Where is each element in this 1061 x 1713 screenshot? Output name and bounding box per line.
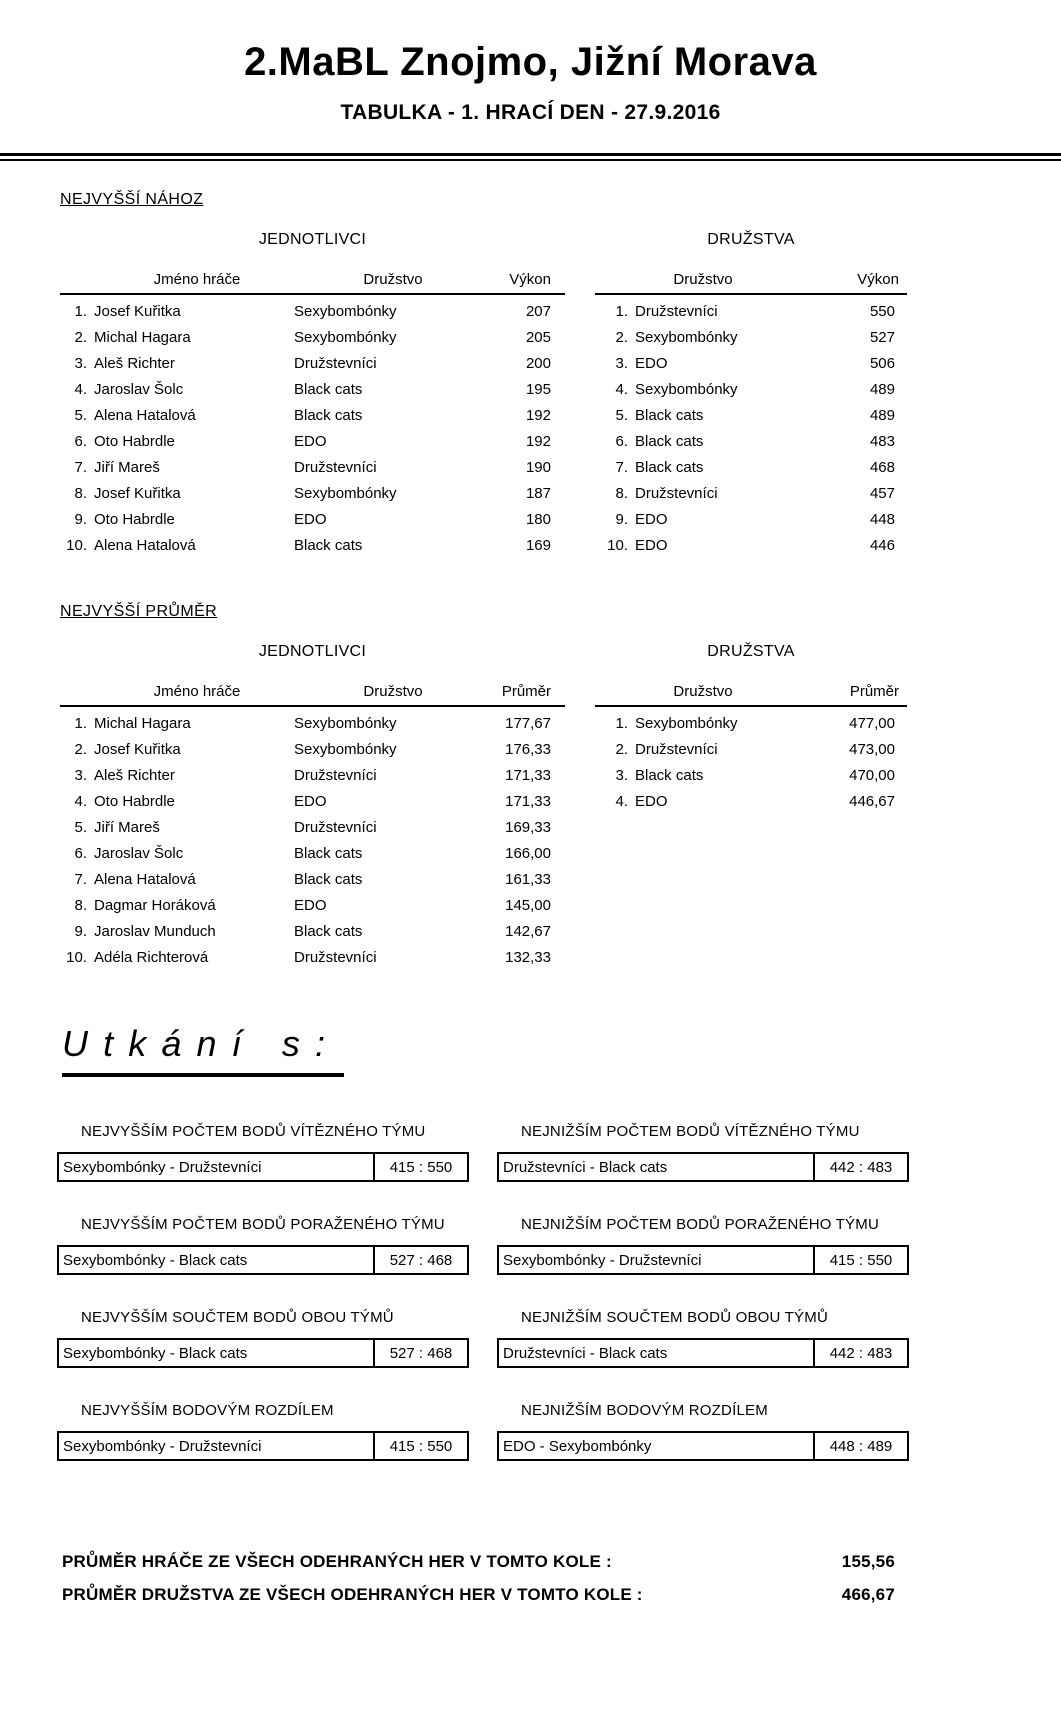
column-header-value: Výkon xyxy=(857,271,899,288)
column-header-value: Průměr xyxy=(849,683,899,700)
row-rank: 7. xyxy=(615,459,628,476)
row-rank: 8. xyxy=(615,485,628,502)
table-row xyxy=(60,507,565,533)
match-teams: Sexybombónky - Družstevníci xyxy=(63,1437,262,1455)
table-body xyxy=(60,707,565,971)
row-rank: 6. xyxy=(74,433,87,450)
table-title-individuals: JEDNOTLIVCI xyxy=(258,231,367,248)
row-player-name: Oto Habrdle xyxy=(94,433,175,450)
row-rank: 3. xyxy=(615,767,628,784)
row-value: 527 xyxy=(869,329,895,346)
row-value: 187 xyxy=(525,485,551,502)
table-row xyxy=(60,841,565,867)
row-player-name: Michal Hagara xyxy=(94,329,191,346)
table-row xyxy=(595,377,907,403)
row-rank: 1. xyxy=(615,715,628,732)
table-row xyxy=(595,789,907,815)
row-team: Sexybombónky xyxy=(294,485,397,502)
row-rank: 2. xyxy=(615,741,628,758)
row-value: 190 xyxy=(525,459,551,476)
row-value: 470,00 xyxy=(849,767,895,784)
table-row xyxy=(60,867,565,893)
row-player-name: Jaroslav Šolc xyxy=(94,381,184,398)
row-value: 446 xyxy=(869,537,895,554)
highest-game-individuals-table xyxy=(60,223,565,559)
row-player-name: Alena Hatalová xyxy=(94,407,196,424)
table-body xyxy=(595,707,907,815)
row-player-name: Aleš Richter xyxy=(94,767,175,784)
row-rank: 2. xyxy=(615,329,628,346)
summary-label: PRŮMĚR HRÁČE ZE VŠECH ODEHRANÝCH HER V TOMTO KOLE : xyxy=(62,1552,612,1571)
column-header-team: Družstvo xyxy=(673,683,733,700)
row-team: Sexybombónky xyxy=(635,715,738,732)
match-teams: Sexybombónky - Black cats xyxy=(63,1344,248,1362)
row-value: 483 xyxy=(869,433,895,450)
row-rank: 3. xyxy=(615,355,628,372)
match-score: 415 : 550 xyxy=(813,1247,907,1273)
row-value: 169 xyxy=(525,537,551,554)
row-player-name: Aleš Richter xyxy=(94,355,175,372)
row-value: 169,33 xyxy=(505,819,551,836)
table-row xyxy=(60,763,565,789)
row-value: 207 xyxy=(525,303,551,320)
matches-heading: Utkání s: xyxy=(62,1023,344,1077)
row-rank: 5. xyxy=(74,407,87,424)
match-highlight-box xyxy=(497,1245,909,1275)
row-team: EDO xyxy=(635,355,668,372)
row-rank: 5. xyxy=(615,407,628,424)
table-row xyxy=(595,507,907,533)
row-rank: 9. xyxy=(74,923,87,940)
row-player-name: Oto Habrdle xyxy=(94,511,175,528)
table-row xyxy=(60,711,565,737)
match-highlight-label: NEJNIŽŠÍM SOUČTEM BODŮ OBOU TÝMŮ xyxy=(521,1309,828,1326)
match-highlight-label: NEJVYŠŠÍM POČTEM BODŮ PORAŽENÉHO TÝMU xyxy=(81,1216,445,1233)
match-highlight-label: NEJNIŽŠÍM POČTEM BODŮ VÍTĚZNÉHO TÝMU xyxy=(521,1123,860,1140)
row-team: Black cats xyxy=(294,407,363,424)
row-player-name: Dagmar Horáková xyxy=(94,897,216,914)
row-value: 473,00 xyxy=(849,741,895,758)
match-score: 415 : 550 xyxy=(373,1154,467,1180)
match-score: 442 : 483 xyxy=(813,1340,907,1366)
row-value: 177,67 xyxy=(505,715,551,732)
section-matches xyxy=(60,971,1001,1461)
row-team: Sexybombónky xyxy=(294,303,397,320)
table-body xyxy=(60,295,565,559)
row-team: Black cats xyxy=(294,871,363,888)
row-player-name: Jaroslav Šolc xyxy=(94,845,184,862)
table-row xyxy=(595,403,907,429)
summary-value: 155,56 xyxy=(841,1552,895,1571)
row-rank: 8. xyxy=(74,897,87,914)
header-divider xyxy=(0,153,1061,161)
table-row xyxy=(60,299,565,325)
row-value: 161,33 xyxy=(505,871,551,888)
row-rank: 4. xyxy=(74,793,87,810)
row-rank: 9. xyxy=(74,511,87,528)
summary-label: PRŮMĚR DRUŽSTVA ZE VŠECH ODEHRANÝCH HER V TOMTO KOLE : xyxy=(62,1585,643,1604)
row-team: Sexybombónky xyxy=(294,741,397,758)
match-highlight-label: NEJNIŽŠÍM POČTEM BODŮ PORAŽENÉHO TÝMU xyxy=(521,1216,879,1233)
row-team: Družstevníci xyxy=(635,485,718,502)
row-value: 477,00 xyxy=(849,715,895,732)
row-value: 457 xyxy=(869,485,895,502)
row-rank: 7. xyxy=(74,871,87,888)
page-content xyxy=(0,191,1061,1611)
row-team: Black cats xyxy=(294,537,363,554)
highest-game-teams-table xyxy=(595,223,907,559)
match-score: 448 : 489 xyxy=(813,1433,907,1459)
match-highlight-box xyxy=(497,1338,909,1368)
match-highlight xyxy=(497,1123,909,1182)
row-value: 145,00 xyxy=(505,897,551,914)
match-score: 527 : 468 xyxy=(373,1247,467,1273)
match-highlight-box xyxy=(497,1152,909,1182)
summary-line xyxy=(62,1578,895,1611)
row-value: 142,67 xyxy=(505,923,551,940)
table-row xyxy=(595,325,907,351)
row-team: Družstevníci xyxy=(294,819,377,836)
row-team: Black cats xyxy=(294,923,363,940)
row-player-name: Alena Hatalová xyxy=(94,871,196,888)
match-highlight-box xyxy=(497,1431,909,1461)
row-team: EDO xyxy=(635,537,668,554)
table-row xyxy=(60,533,565,559)
table-row xyxy=(60,919,565,945)
row-team: Družstevníci xyxy=(635,303,718,320)
row-player-name: Josef Kuřitka xyxy=(94,303,181,320)
row-team: Sexybombónky xyxy=(294,715,397,732)
match-score: 527 : 468 xyxy=(373,1340,467,1366)
match-teams: Sexybombónky - Black cats xyxy=(63,1251,248,1269)
table-row xyxy=(595,299,907,325)
match-highlight-label: NEJNIŽŠÍM BODOVÝM ROZDÍLEM xyxy=(521,1402,768,1419)
highest-average-teams-table xyxy=(595,635,907,815)
match-highlight-box xyxy=(57,1245,469,1275)
row-value: 489 xyxy=(869,407,895,424)
row-rank: 9. xyxy=(615,511,628,528)
row-value: 171,33 xyxy=(505,767,551,784)
row-value: 192 xyxy=(525,407,551,424)
row-value: 132,33 xyxy=(505,949,551,966)
row-value: 448 xyxy=(869,511,895,528)
row-team: EDO xyxy=(635,793,668,810)
table-header-row xyxy=(595,271,907,295)
row-team: EDO xyxy=(294,897,327,914)
table-row xyxy=(60,789,565,815)
column-header-value: Průměr xyxy=(501,683,551,700)
row-team: EDO xyxy=(294,793,327,810)
row-team: EDO xyxy=(294,433,327,450)
match-highlight-label: NEJVYŠŠÍM SOUČTEM BODŮ OBOU TÝMŮ xyxy=(81,1309,394,1326)
row-rank: 3. xyxy=(74,767,87,784)
row-rank: 6. xyxy=(74,845,87,862)
table-row xyxy=(60,429,565,455)
summary-line xyxy=(62,1545,895,1578)
table-header-row xyxy=(595,683,907,707)
row-team: Black cats xyxy=(635,433,704,450)
row-value: 550 xyxy=(869,303,895,320)
row-player-name: Jaroslav Munduch xyxy=(94,923,216,940)
row-team: Black cats xyxy=(294,381,363,398)
row-rank: 10. xyxy=(66,949,87,966)
match-highlight-label: NEJVYŠŠÍM BODOVÝM ROZDÍLEM xyxy=(81,1402,334,1419)
section-highest-game xyxy=(60,191,1001,559)
row-value: 171,33 xyxy=(505,793,551,810)
row-team: Družstevníci xyxy=(294,459,377,476)
table-row xyxy=(595,481,907,507)
table-row xyxy=(595,429,907,455)
section-highest-average xyxy=(60,603,1001,971)
column-header-team: Družstvo xyxy=(673,271,733,288)
row-value: 180 xyxy=(525,511,551,528)
section-title-highest-game: NEJVYŠŠÍ NÁHOZ xyxy=(60,191,204,208)
match-highlight-boxes xyxy=(57,1123,1001,1461)
column-header-value: Výkon xyxy=(509,271,551,288)
match-teams: Sexybombónky - Družstevníci xyxy=(63,1158,262,1176)
table-row xyxy=(60,403,565,429)
column-header-player: Jméno hráče xyxy=(153,271,241,288)
row-rank: 4. xyxy=(615,381,628,398)
row-player-name: Jiří Mareš xyxy=(94,459,160,476)
table-header-row xyxy=(60,271,565,295)
summary-averages xyxy=(62,1545,895,1611)
section-title-highest-average: NEJVYŠŠÍ PRŮMĚR xyxy=(60,603,218,620)
table-row xyxy=(595,351,907,377)
row-team: EDO xyxy=(635,511,668,528)
match-score: 415 : 550 xyxy=(373,1433,467,1459)
row-value: 195 xyxy=(525,381,551,398)
row-value: 446,67 xyxy=(849,793,895,810)
match-highlight xyxy=(57,1309,469,1368)
row-value: 166,00 xyxy=(505,845,551,862)
table-header-row xyxy=(60,683,565,707)
row-value: 489 xyxy=(869,381,895,398)
match-highlight-label: NEJVYŠŠÍM POČTEM BODŮ VÍTĚZNÉHO TÝMU xyxy=(81,1123,426,1140)
row-team: Družstevníci xyxy=(294,355,377,372)
column-header-team: Družstvo xyxy=(363,683,423,700)
row-rank: 4. xyxy=(615,793,628,810)
row-rank: 2. xyxy=(74,329,87,346)
row-player-name: Michal Hagara xyxy=(94,715,191,732)
match-score: 442 : 483 xyxy=(813,1154,907,1180)
table-row xyxy=(595,533,907,559)
row-player-name: Josef Kuřitka xyxy=(94,741,181,758)
row-rank: 10. xyxy=(66,537,87,554)
table-row xyxy=(595,455,907,481)
row-player-name: Adéla Richterová xyxy=(94,949,209,966)
row-team: Black cats xyxy=(635,767,704,784)
match-highlight xyxy=(57,1123,469,1182)
highest-average-tables xyxy=(60,635,1001,971)
row-value: 176,33 xyxy=(505,741,551,758)
row-team: Black cats xyxy=(635,459,704,476)
table-row xyxy=(60,351,565,377)
match-highlight xyxy=(497,1309,909,1368)
row-rank: 6. xyxy=(615,433,628,450)
match-teams: Družstevníci - Black cats xyxy=(503,1158,668,1176)
table-row xyxy=(60,945,565,971)
match-highlight-box xyxy=(57,1338,469,1368)
row-value: 200 xyxy=(525,355,551,372)
match-teams: Družstevníci - Black cats xyxy=(503,1344,668,1362)
row-player-name: Oto Habrdle xyxy=(94,793,175,810)
row-rank: 4. xyxy=(74,381,87,398)
row-rank: 3. xyxy=(74,355,87,372)
table-row xyxy=(60,815,565,841)
table-row xyxy=(595,711,907,737)
table-title-individuals: JEDNOTLIVCI xyxy=(258,643,367,660)
row-rank: 1. xyxy=(74,715,87,732)
row-rank: 7. xyxy=(74,459,87,476)
match-highlight xyxy=(497,1216,909,1275)
column-header-player: Jméno hráče xyxy=(153,683,241,700)
match-highlight xyxy=(57,1402,469,1461)
table-row xyxy=(595,737,907,763)
row-player-name: Jiří Mareš xyxy=(94,819,160,836)
table-row xyxy=(60,737,565,763)
row-rank: 1. xyxy=(615,303,628,320)
row-rank: 5. xyxy=(74,819,87,836)
row-team: EDO xyxy=(294,511,327,528)
table-title-teams: DRUŽSTVA xyxy=(707,231,795,248)
match-highlight xyxy=(497,1402,909,1461)
match-highlight-box xyxy=(57,1431,469,1461)
row-rank: 2. xyxy=(74,741,87,758)
row-team: Black cats xyxy=(294,845,363,862)
table-row xyxy=(60,325,565,351)
table-row xyxy=(60,893,565,919)
row-player-name: Josef Kuřitka xyxy=(94,485,181,502)
match-teams: Sexybombónky - Družstevníci xyxy=(503,1251,702,1269)
highest-game-tables xyxy=(60,223,1001,559)
highest-average-individuals-table xyxy=(60,635,565,971)
page-title: 2.MaBL Znojmo, Jižní Morava xyxy=(244,40,817,84)
column-header-team: Družstvo xyxy=(363,271,423,288)
row-rank: 1. xyxy=(74,303,87,320)
table-title-teams: DRUŽSTVA xyxy=(707,643,795,660)
table-row xyxy=(595,763,907,789)
match-highlight xyxy=(57,1216,469,1275)
row-team: Black cats xyxy=(635,407,704,424)
row-value: 205 xyxy=(525,329,551,346)
match-teams: EDO - Sexybombónky xyxy=(503,1437,652,1455)
row-value: 468 xyxy=(869,459,895,476)
row-team: Družstevníci xyxy=(635,741,718,758)
table-row xyxy=(60,455,565,481)
row-team: Sexybombónky xyxy=(294,329,397,346)
match-highlight-box xyxy=(57,1152,469,1182)
row-team: Sexybombónky xyxy=(635,329,738,346)
row-rank: 8. xyxy=(74,485,87,502)
table-row xyxy=(60,377,565,403)
table-body xyxy=(595,295,907,559)
row-player-name: Alena Hatalová xyxy=(94,537,196,554)
row-value: 506 xyxy=(869,355,895,372)
page-subtitle: TABULKA - 1. HRACÍ DEN - 27.9.2016 xyxy=(340,101,721,124)
row-value: 192 xyxy=(525,433,551,450)
row-rank: 10. xyxy=(607,537,628,554)
summary-value: 466,67 xyxy=(841,1585,895,1604)
table-row xyxy=(60,481,565,507)
row-team: Družstevníci xyxy=(294,767,377,784)
row-team: Sexybombónky xyxy=(635,381,738,398)
row-team: Družstevníci xyxy=(294,949,377,966)
